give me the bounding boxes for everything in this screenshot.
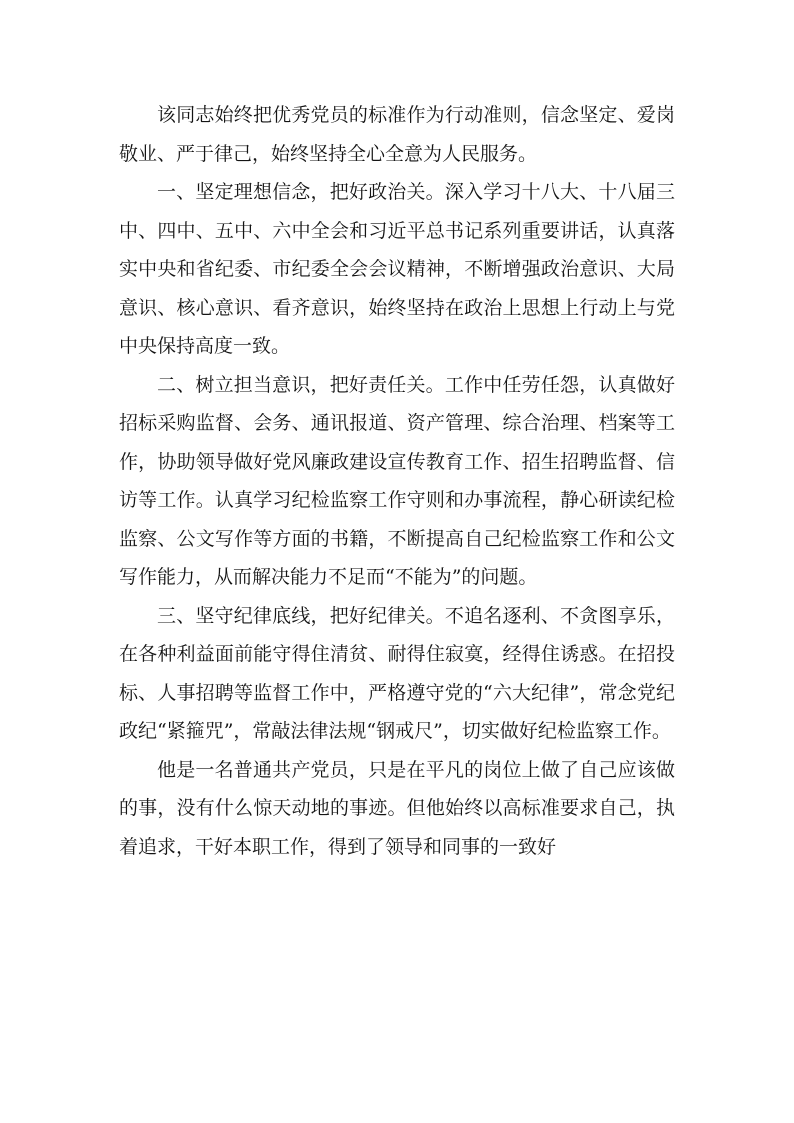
document-body bbox=[119, 96, 675, 866]
paragraph-summary: 他是一名普通共产党员，只是在平凡的岗位上做了自己应该做的事，没有什么惊天动地的事迹。但他始终以高标准要求自己，执着追求，干好本职工作，得到了领导和同事的一致好 bbox=[119, 758, 675, 858]
paragraph-political: 一、坚定理想信念，把好政治关。深入学习十八大、十八届三中、四中、五中、六中全会和习近平总书记系列重要讲话，认真落实中央和省纪委、市纪委全会会议精神，不断增强政治意识、大局意识、核心意识、看齐意识，始终坚持在政治上思想上行动上与党中央保持高度一致。 bbox=[119, 181, 675, 357]
paragraph-responsibility: 二、树立担当意识，把好责任关。工作中任劳任怨，认真做好招标采购监督、会务、通讯报道、资产管理、综合治理、档案等工作，协助领导做好党风廉政建设宣传教育工作、招生招聘监督、信访等工作。认真学习纪检监察工作守则和办事流程，静心研读纪检监察、公文写作等方面的书籍，不断提高自己纪检监察工作和公文写作能力，从而解决能力不足而“不能为”的问题。 bbox=[119, 373, 675, 588]
paragraph-intro: 该同志始终把优秀党员的标准作为行动准则，信念坚定、爱岗敬业、严于律己，始终坚持全心全意为人民服务。 bbox=[119, 104, 675, 165]
paragraph-discipline: 三、坚守纪律底线，把好纪律关。不追名逐利、不贪图享乐，在各种利益面前能守得住清贫、耐得住寂寞，经得住诱惑。在招投标、人事招聘等监督工作中，严格遵守党的“六大纪律”，常念党纪政纪“紧箍咒”，常敲法律法规“钢戒尺”，切实做好纪检监察工作。 bbox=[119, 604, 675, 742]
